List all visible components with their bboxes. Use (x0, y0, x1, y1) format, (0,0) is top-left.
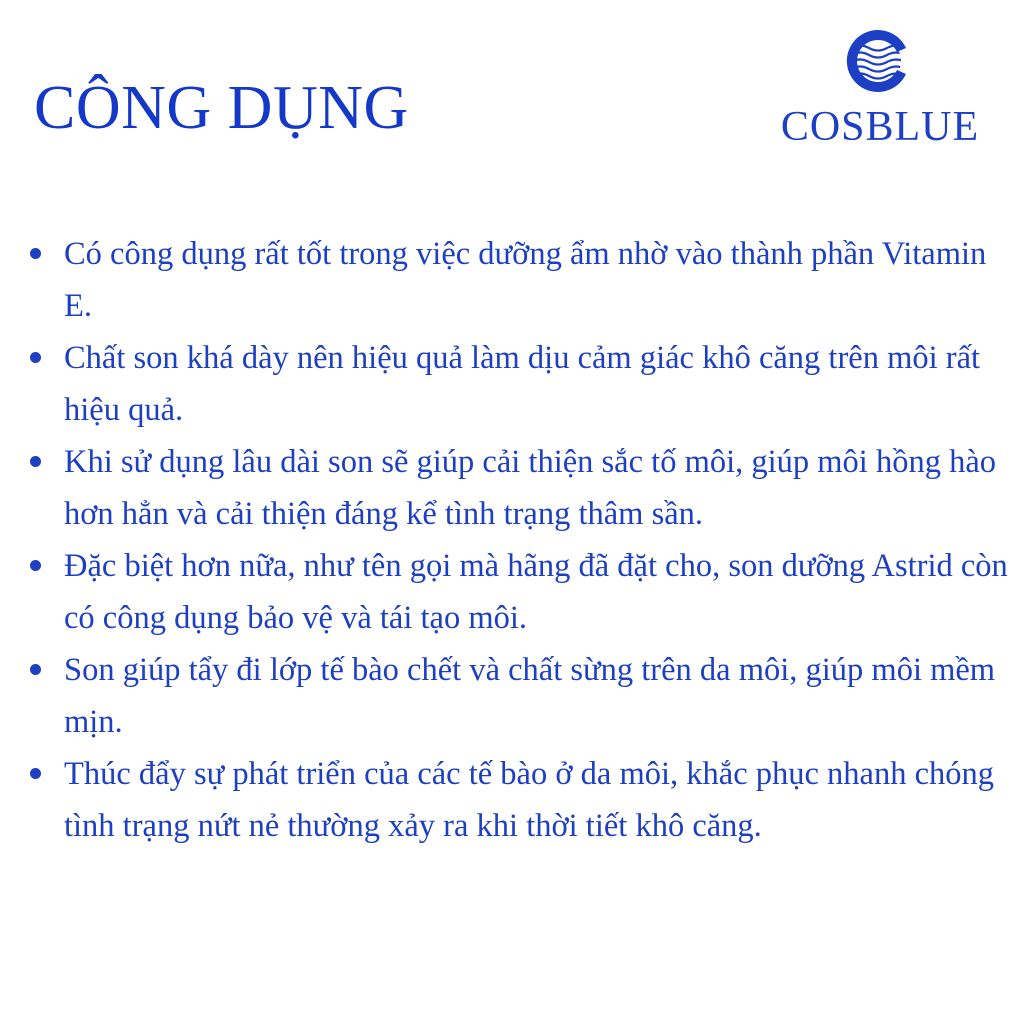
list-item (28, 332, 1010, 436)
list-item-text: Son giúp tẩy đi lớp tế bào chết và chất sừng trên da môi, giúp môi mềm mịn. (64, 652, 996, 740)
brand-name: COSBLUE (780, 104, 980, 150)
list-item (28, 540, 1010, 644)
list-item-text: Đặc biệt hơn nữa, như tên gọi mà hãng đã đặt cho, son dưỡng Astrid còn có công dụng bảo vệ và tái tạo môi. (64, 548, 1008, 636)
benefits-list (28, 228, 1010, 852)
list-item (28, 436, 1010, 540)
bullet-dot-icon (30, 664, 41, 675)
list-item (28, 748, 1010, 852)
list-item (28, 644, 1010, 748)
list-item (28, 228, 1010, 332)
bullet-dot-icon (30, 456, 41, 467)
list-item-text: Có công dụng rất tốt trong việc dưỡng ẩm nhờ vào thành phần Vitamin E. (64, 236, 987, 324)
list-item-text: Chất son khá dày nên hiệu quả làm dịu cảm giác khô căng trên môi rất hiệu quả. (64, 340, 981, 428)
list-item-text: Khi sử dụng lâu dài son sẽ giúp cải thiện sắc tố môi, giúp môi hồng hào hơn hẳn và cải thiện đáng kể tình trạng thâm sần. (64, 444, 997, 532)
bullet-dot-icon (30, 768, 41, 779)
bullet-dot-icon (30, 352, 41, 363)
brand-logo (760, 26, 1000, 156)
bullet-dot-icon (30, 248, 41, 259)
list-item-text: Thúc đẩy sự phát triển của các tế bào ở da môi, khắc phục nhanh chóng tình trạng nứt nẻ thường xảy ra khi thời tiết khô căng. (64, 756, 995, 844)
page-title: CÔNG DỤNG (34, 74, 409, 142)
bullet-dot-icon (30, 560, 41, 571)
wave-c-icon (843, 26, 913, 96)
